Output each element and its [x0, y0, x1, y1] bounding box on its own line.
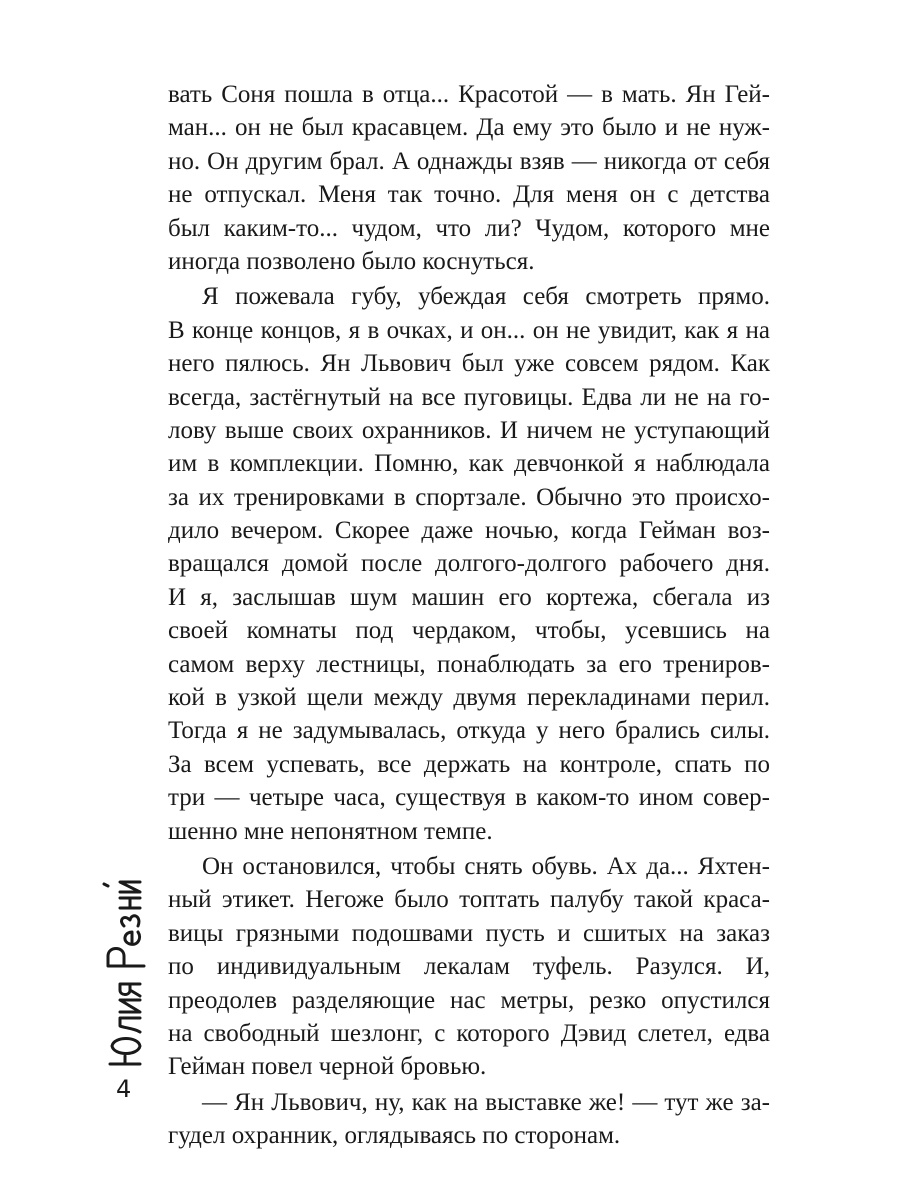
text-line: за их тренировками в спортзале. Обычно это происхо- [168, 483, 770, 511]
paragraph-2 [168, 280, 770, 848]
text-line: В конце концов, я в очках, и он... он не увидит, как я на [168, 316, 770, 344]
text-line: него пялюсь. Ян Львович был уже совсем рядом. Как [168, 350, 770, 378]
text-line: Тогда я не задумывалась, откуда у него брались силы. [168, 717, 770, 745]
text-line: не отпускал. Меня так точно. Для меня он с детства [168, 181, 770, 209]
text-line: на свободный шезлонг, с которого Дэвид слетел, едва [168, 1019, 770, 1047]
paragraph-4 [168, 1086, 770, 1153]
text-line: лову выше своих охранников. И ничем не уступающий [168, 416, 770, 444]
text-line: вицы грязными подошвами пусть и сшитых на заказ [168, 919, 770, 947]
text-line: самом верху лестницы, понаблюдать за его трениров- [168, 650, 770, 678]
text-line: но. Он другим брал. А однажды взяв — никогда от себя [168, 147, 770, 175]
author-signature [96, 880, 156, 1070]
text-line: преодолев разделяющие нас метры, резко опустился [168, 986, 770, 1014]
text-line: Гейман повел черной бровью. [168, 1053, 487, 1081]
text-line: Я пожевала губу, убеждая себя смотреть прямо. [202, 283, 770, 311]
text-line: гудел охранник, оглядываясь по сторонам. [168, 1122, 621, 1150]
text-line: дило вечером. Скорее даже ночью, когда Гейман воз- [168, 517, 770, 545]
body-text [168, 78, 770, 1155]
text-line: три — четыре часа, существуя в каком-то ином совер- [168, 784, 770, 812]
page-number: 4 [116, 1075, 132, 1103]
text-line: За всем успевать, все держать на контроле, спать по [168, 750, 770, 778]
text-line: Он остановился, чтобы снять обувь. Ах да... Яхтен- [202, 852, 770, 880]
text-line: всегда, застёгнутый на все пуговицы. Едва ли не на го- [168, 383, 770, 411]
paragraph-1 [168, 78, 770, 278]
text-line: им в комплекции. Помню, как девчонкой я наблюдала [168, 450, 770, 478]
paragraph-3 [168, 850, 770, 1084]
text-line: своей комнаты под чердаком, чтобы, усевшись на [168, 617, 770, 645]
text-line: И я, заслышав шум машин его кортежа, сбегала из [168, 583, 770, 611]
text-line: вать Соня пошла в отца... Красотой — в мать. Ян Гей- [168, 81, 770, 108]
text-line: — Ян Львович, ну, как на выставке же! — тут же за- [202, 1088, 770, 1116]
text-line: ный этикет. Негоже было топтать палубу такой краса- [168, 886, 770, 914]
author-signature-drawing [96, 880, 156, 1070]
text-line: кой в узкой щели между двумя перекладинами перил. [168, 684, 770, 712]
text-line: по индивидуальным лекалам туфель. Разулся. И, [168, 953, 770, 981]
text-line: иногда позволено было коснуться. [168, 247, 535, 275]
text-line: шенно мне непонятном темпе. [168, 817, 493, 845]
text-line: вращался домой после долгого-долгого рабочего дня. [168, 550, 770, 578]
text-line: был каким-то... чудом, что ли? Чудом, которого мне [168, 214, 770, 242]
text-line: ман... он не был красавцем. Да ему это было и не нуж- [168, 114, 770, 142]
